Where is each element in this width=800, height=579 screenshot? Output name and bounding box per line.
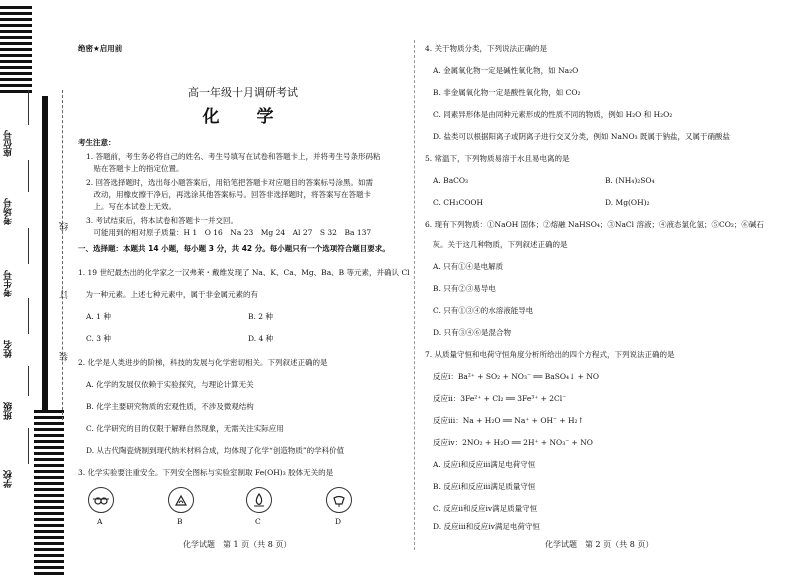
- page-divider: [414, 40, 415, 550]
- q1-stem: 1. 19 世纪最杰出的化学家之一汉弗莱・戴维发现了 Na、K、Ca、Mg、Ba、B 等元素，并确认 Cl: [78, 268, 410, 277]
- q7-reaction-4: 反应ⅳ：2NO₂ + H₂O ══ 2H⁺ + NO₃⁻ + NO: [433, 438, 593, 447]
- seal-char-zhuang: 装: [60, 352, 70, 361]
- q6-option-b: B. 只有②③易导电: [433, 284, 496, 293]
- q6-option-d: D. 只有③④⑥是混合物: [433, 328, 512, 337]
- notice-title: 考生注意：: [78, 138, 116, 147]
- field-examno-line: [28, 228, 29, 264]
- icon-label-a: A: [97, 517, 103, 526]
- q1-option-d: D. 4 种: [248, 334, 274, 343]
- q1-option-a: A. 1 种: [86, 312, 111, 321]
- q1-stem-cont: 为一种元素。上述七种元素中，属于非金属元素的有: [78, 290, 258, 299]
- q7-option-a: A. 反应ⅰ和反应ⅲ满足电荷守恒: [433, 460, 536, 469]
- q7-option-d: D. 反应ⅲ和反应ⅳ满足电荷守恒: [433, 522, 540, 531]
- q2-option-a: A. 化学的发展仅依赖于实验探究，与理论计算无关: [86, 380, 254, 389]
- q4-option-a: A. 金属氧化物一定是碱性氧化物，如 Na₂O: [433, 66, 579, 75]
- q6-stem-cont: 灰。关于这几种物质，下列叙述正确的是: [425, 240, 568, 249]
- field-school-label: 学校: [4, 470, 14, 488]
- q4-option-b: B. 非金属氧化物一定是酸性氧化物，如 CO₂: [433, 88, 581, 97]
- q4-option-c: C. 同素异形体是由同种元素形成的性质不同的物质，例如 H₂O 和 H₂O₂: [433, 110, 673, 119]
- subject-title: 化 学: [202, 107, 284, 127]
- hand-wash-icon: [326, 487, 352, 513]
- page-footer-right: 化学试题 第 2 页（共 8 页）: [545, 540, 654, 549]
- icon-label-d: D: [335, 517, 342, 526]
- field-seat-label: 座位号: [4, 130, 14, 157]
- icon-label-c: C: [255, 517, 261, 526]
- page-left: [78, 0, 408, 579]
- q6-stem: 6. 现有下列物质：①NaOH 固体；②熔融 NaHSO₄；③NaCl 溶液；④液态氯化氢；⑤CO₂；⑥碱石: [425, 220, 764, 229]
- q7-reaction-1: 反应ⅰ：Ba²⁺ + SO₂ + NO₃⁻ ══ BaSO₄↓ + NO: [433, 372, 600, 381]
- q7-stem: 7. 从质量守恒和电荷守恒角度分析所给出的四个方程式，下列说法正确的是: [425, 350, 675, 359]
- stripe-pattern-bottom: [34, 410, 64, 575]
- page-right: [425, 0, 770, 579]
- binding-strip: [0, 0, 70, 579]
- notice-line: 贴在答题卡上的指定位置。: [86, 164, 184, 173]
- notice-line: 3. 考试结束后，将本试卷和答题卡一并交回。: [86, 216, 239, 225]
- notice-line: 2. 回答选择题时，选出每小题答案后，用铅笔把答题卡对应题目的答案标号涂黑。如需: [86, 178, 374, 187]
- q1-option-b: B. 2 种: [248, 312, 273, 321]
- q2-option-b: B. 化学主要研究物质的宏观性质，不涉及微观结构: [86, 402, 254, 411]
- q3-stem: 3. 化学实验要注重安全。下列安全图标与实验室制取 Fe(OH)₃ 胶体无关的是: [78, 468, 334, 477]
- field-school-line: [28, 428, 29, 464]
- field-class-label: 班级: [4, 402, 14, 420]
- q5-option-c: C. CH₃COOH: [433, 198, 484, 207]
- icon-label-b: B: [177, 517, 183, 526]
- q1-option-c: C. 3 种: [86, 334, 111, 343]
- q4-option-d: D. 盐类可以根据阳离子或阴离子进行交叉分类，例如 NaNO₃ 既属于钠盐，又属于硝酸盐: [433, 132, 731, 141]
- field-room-line: [28, 160, 29, 192]
- seal-char-ding: 订: [60, 290, 70, 299]
- q5-option-a: A. BaCO₃: [433, 176, 469, 185]
- q6-option-a: A. 只有①④是电解质: [433, 262, 504, 271]
- q5-option-b: B. (NH₄)₂SO₄: [605, 176, 655, 185]
- q5-option-d: D. Mg(OH)₂: [605, 198, 650, 207]
- q2-option-d: D. 从古代陶瓷烧制到现代纳米材料合成，均体现了化学“创造物质”的学科价值: [86, 446, 345, 455]
- field-name-line: [28, 298, 29, 334]
- field-examno-label: 考生号: [4, 270, 14, 297]
- q7-reaction-3: 反应ⅲ：Na + H₂O ══ Na⁺ + OH⁻ + H₂↑: [433, 416, 584, 425]
- q2-stem: 2. 化学是人类进步的阶梯，科技的发展与化学密切相关。下列叙述正确的是: [78, 358, 328, 367]
- binding-bar: [42, 96, 48, 416]
- secret-mark: 绝密★启用前: [78, 44, 123, 53]
- field-seat-line: [28, 90, 29, 125]
- q6-option-c: C. 只有①③④的水溶液能导电: [433, 306, 534, 315]
- seal-line: [62, 90, 63, 420]
- hot-surface-icon: [168, 487, 194, 513]
- seal-char-xian: 线: [60, 222, 70, 231]
- q7-option-c: C. 反应ⅱ和反应ⅳ满足质量守恒: [433, 504, 538, 513]
- q5-stem: 5. 常温下，下列物质易溶于水且易电离的是: [425, 154, 570, 163]
- field-class-line: [28, 366, 29, 396]
- q4-stem: 4. 关于物质分类，下列说法正确的是: [425, 44, 548, 53]
- notice-line: 上。写在本试卷上无效。: [86, 202, 176, 211]
- notice-line: 1. 答题前，考生务必将自己的姓名、考生号填写在试卷和答题卡上，并将考生号条形码粘: [86, 152, 381, 161]
- safety-icons: [78, 487, 408, 527]
- q7-option-b: B. 反应ⅰ和反应ⅲ满足质量守恒: [433, 482, 536, 491]
- page-footer-left: 化学试题 第 1 页（共 8 页）: [183, 540, 292, 549]
- q7-reaction-2: 反应ⅱ：3Fe²⁺ + Cl₂ ══ 3Fe³⁺ + 2Cl⁻: [433, 394, 567, 403]
- q2-option-c: C. 化学研究的目的仅限于解释自然现象，无需关注实际应用: [86, 424, 284, 433]
- section-title: 一、选择题：本题共 14 小题，每小题 3 分，共 42 分。每小题只有一个选项符合题目要求。: [78, 244, 390, 253]
- flame-icon: [246, 487, 272, 513]
- goggles-icon: [88, 487, 114, 513]
- atomic-mass-line: 可能用到的相对原子质量：H 1 O 16 Na 23 Mg 24 Al 27 S 32 Ba 137: [86, 228, 372, 237]
- exam-title: 高一年级十月调研考试: [188, 86, 298, 99]
- field-name-label: 姓名: [4, 340, 14, 358]
- field-room-label: 考场号: [4, 198, 14, 225]
- notice-line: 改动，用橡皮擦干净后，再选涂其他答案标号。回答非选择题时，将答案写在答题卡: [86, 190, 371, 199]
- stripe-pattern-top: [0, 6, 32, 96]
